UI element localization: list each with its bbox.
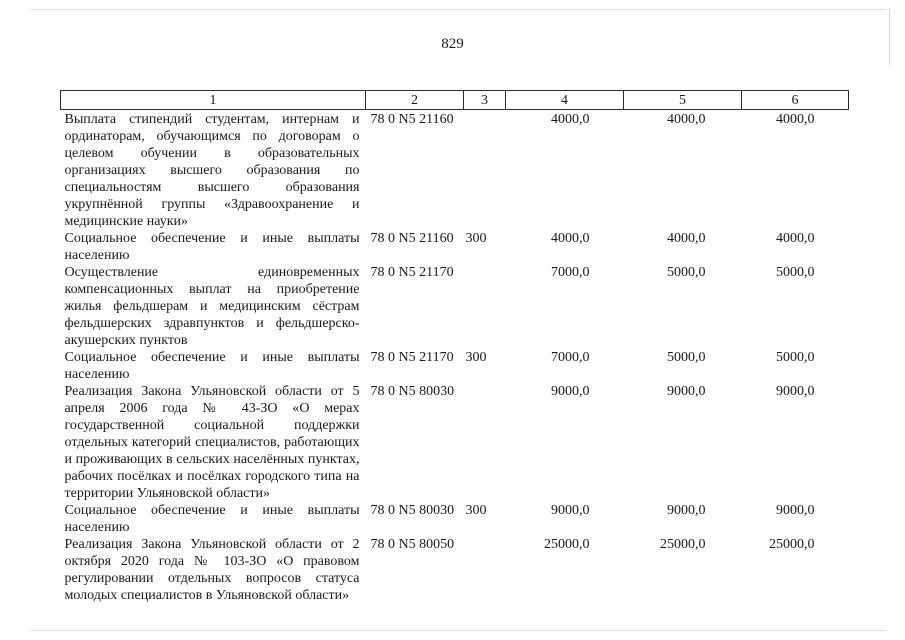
table-row bbox=[61, 264, 849, 349]
row-amount-col6: 9000,0 bbox=[776, 384, 815, 399]
row-code: 78 0 N5 21170 bbox=[370, 265, 454, 280]
row-name: Социальное обеспечение и иные выплаты населению bbox=[64, 231, 360, 263]
row-name: Реализация Закона Ульяновской области от 5 апреля 2006 года № 43-ЗО «О мерах государственной социальной поддержки отдельных категорий специалистов, работающих и проживающих в сельских населённых пунктах, рабочих посёлках и посёлках городского типа на территории Ульяновской области» bbox=[64, 384, 360, 501]
table-row bbox=[61, 502, 849, 536]
row-name: Социальное обеспечение и иные выплаты населению bbox=[64, 350, 360, 382]
row-amount-col5: 5000,0 bbox=[667, 350, 706, 365]
row-expense-type bbox=[464, 110, 506, 231]
column-header-4: 4 bbox=[506, 91, 624, 110]
table-row bbox=[61, 110, 849, 231]
table-row bbox=[61, 536, 849, 604]
row-amount-col4: 7000,0 bbox=[551, 265, 590, 280]
row-code: 78 0 N5 21170 bbox=[370, 350, 454, 365]
row-name: Выплата стипендий студентам, интернам и ординаторам, обучающимся по договорам о целевом обучении в образовательных организациях высшего образования по специальностям высшего образования укрупнённой группы «Здравоохранение и медицинские науки» bbox=[64, 112, 360, 229]
column-header-3: 3 bbox=[464, 91, 506, 110]
page-number: 829 bbox=[441, 36, 464, 52]
row-expense-type bbox=[464, 536, 506, 604]
scan-artifact-bottom bbox=[30, 630, 885, 632]
row-amount-col6: 25000,0 bbox=[769, 537, 815, 552]
column-header-5: 5 bbox=[624, 91, 742, 110]
row-amount-col4: 7000,0 bbox=[551, 350, 590, 365]
row-name: Реализация Закона Ульяновской области от 2 октября 2020 года № 103-ЗО «О правовом регулировании отдельных вопросов статуса молодых специалистов в Ульяновской области» bbox=[64, 537, 360, 603]
row-amount-col5: 5000,0 bbox=[667, 265, 706, 280]
row-expense-type bbox=[464, 383, 506, 502]
row-amount-col5: 4000,0 bbox=[667, 231, 706, 246]
row-amount-col4: 9000,0 bbox=[551, 384, 590, 399]
row-code: 78 0 N5 80030 bbox=[370, 384, 455, 399]
row-code: 78 0 N5 80030 bbox=[370, 503, 455, 518]
row-expense-type: 300 bbox=[465, 503, 487, 518]
row-expense-type: 300 bbox=[465, 231, 487, 246]
row-amount-col6: 4000,0 bbox=[776, 112, 815, 127]
row-amount-col4: 4000,0 bbox=[551, 112, 590, 127]
row-amount-col4: 4000,0 bbox=[551, 231, 590, 246]
row-amount-col5: 25000,0 bbox=[660, 537, 706, 552]
row-code: 78 0 N5 21160 bbox=[370, 231, 454, 246]
row-amount-col5: 9000,0 bbox=[667, 384, 706, 399]
row-code: 78 0 N5 21160 bbox=[370, 112, 454, 127]
row-amount-col4: 25000,0 bbox=[544, 537, 590, 552]
column-header-1: 1 bbox=[61, 91, 366, 110]
budget-table-wrapper bbox=[60, 90, 848, 604]
table-row bbox=[61, 383, 849, 502]
row-amount-col5: 4000,0 bbox=[667, 112, 706, 127]
budget-table bbox=[60, 90, 849, 604]
row-code: 78 0 N5 80050 bbox=[370, 537, 455, 552]
row-amount-col6: 9000,0 bbox=[776, 503, 815, 518]
row-amount-col6: 4000,0 bbox=[776, 231, 815, 246]
row-expense-type: 300 bbox=[465, 350, 487, 365]
row-name: Осуществление единовременных компенсационных выплат на приобретение жилья фельдшерам и медицинским сёстрам фельдшерских здравпунктов и фельдшерско-акушерских пунктов bbox=[64, 265, 360, 348]
row-expense-type bbox=[464, 264, 506, 349]
row-amount-col6: 5000,0 bbox=[776, 265, 815, 280]
scan-artifact-top bbox=[30, 9, 885, 11]
row-amount-col5: 9000,0 bbox=[667, 503, 706, 518]
row-name: Социальное обеспечение и иные выплаты населению bbox=[64, 503, 360, 535]
table-header-row bbox=[61, 91, 849, 110]
row-amount-col4: 9000,0 bbox=[551, 503, 590, 518]
table-row bbox=[61, 230, 849, 264]
table-row bbox=[61, 349, 849, 383]
column-header-2: 2 bbox=[366, 91, 464, 110]
row-amount-col6: 5000,0 bbox=[776, 350, 815, 365]
column-header-6: 6 bbox=[742, 91, 849, 110]
